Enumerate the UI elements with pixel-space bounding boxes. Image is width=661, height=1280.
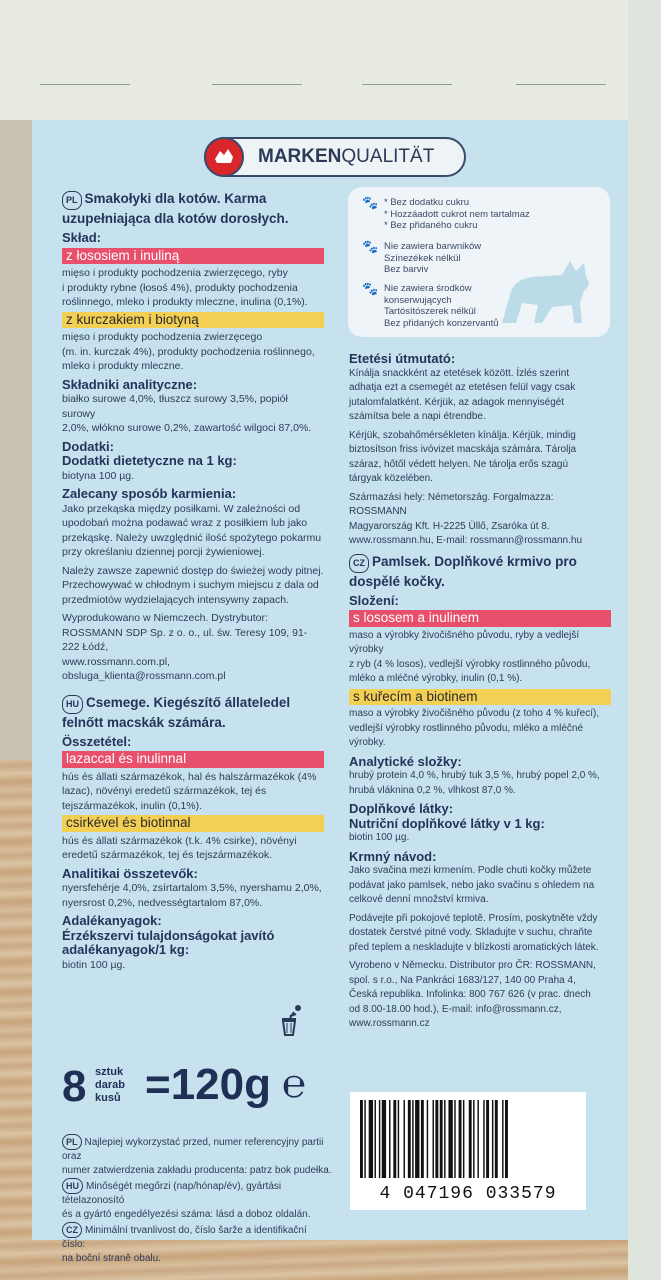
rossmann-logo-icon (204, 137, 244, 177)
pl-chicken-band: z kurczakiem i biotyną (62, 312, 324, 329)
text-line: hrubá vláknina 0,2 %, vlhkost 87,0 %. (349, 784, 516, 796)
cz-dopl-heading: Doplňkové látky: (349, 801, 454, 816)
text-line: hús és állati származékok, hal és halszármazékok (4% (62, 770, 317, 783)
pl-title: PL Smakołyki dla kotów. Karma (62, 190, 324, 210)
text-line: od 8.00-18.00 hod.), E-mail: info@rossmann.cz, (349, 1003, 562, 1015)
lang-tag-pl: PL (62, 191, 82, 210)
text-line: Česká republika. Infolinka: 800 767 626 (v prac. dnech (349, 989, 591, 1000)
marken-qualitat-logo (204, 137, 466, 177)
text-line: Najlepiej wykorzystać przed, numer referencyjny partii oraz (62, 1137, 324, 1162)
text-line: spol. s r.o., Na Pankráci 1683/127, 140 00 Praha 4, (349, 974, 576, 986)
text-line: * Hozzáadott cukrot nem tartalmaz (384, 208, 530, 220)
hu-osszetetel-heading: Összetétel: (62, 733, 132, 749)
text-line: * Bez dodatku cukru (384, 197, 470, 208)
hu-chicken-band: csirkével és biotinnal (62, 815, 324, 832)
right-column (349, 352, 611, 1032)
text-line: Származási hely: Németország. Forgalmazza: ROSSMANN (349, 491, 554, 517)
trash-bin-icon (276, 1002, 312, 1043)
barcode-bars (360, 1100, 576, 1178)
text-line: Kérjük, szobahőmérsékleten kínálja. Kérjük, mindig (349, 429, 576, 441)
text-line: ROSSMANN SDP Sp. z o. o., ul. św. Teresy 109, 91-222 Łódź, (62, 626, 308, 653)
pl-sklad-heading: Skład: (62, 230, 102, 245)
barcode-digits: 4 047196 033579 (379, 1184, 557, 1204)
lang-tag-cz: CZ (349, 554, 369, 573)
text-line: Magyarország Kft. H-2225 Üllő, Zsaróka út 8. (349, 520, 550, 532)
text-line: lazac), növényi eredetű származékok, tej és (62, 785, 267, 797)
text-line: maso a výrobky živočišného původu (z toho 4 % kuřecí), (349, 708, 600, 719)
no-preservatives-group (384, 283, 499, 329)
text-line: białko surowe 4,0%, tłuszcz surowy 3,5%, popiół surowy (62, 393, 288, 420)
lang-tag-pl: PL (62, 1134, 82, 1150)
cz-feeding-heading: Krmný návod: (349, 848, 437, 864)
text-line: Jako svačina mezi krmením. Podle chuti kočky můžete (349, 865, 592, 876)
text-line: és a gyártó engedélyezési száma: lásd a doboz oldalán. (62, 1209, 311, 1220)
package-top-flap (0, 0, 661, 120)
lang-tag-hu: HU (62, 1178, 83, 1194)
cz-title-line2: dospělé kočky. (349, 573, 445, 589)
text-line: Minimální trvanlivost do, číslo šarže a identifikační číslo: (62, 1225, 307, 1250)
perforation-line (362, 84, 452, 85)
text-line: podávat jako pamlsek, nebo jako svačinu s ohledem na (349, 879, 595, 891)
cz-chicken-band: s kuřecím a biotinem (349, 689, 611, 706)
left-column (62, 190, 324, 972)
text-line: Nie zawiera środków (384, 283, 472, 294)
paw-icon: 🐾 (362, 195, 379, 210)
text-line: biotyna 100 µg. (62, 469, 135, 482)
hu-title-line2: felnőtt macskák számára. (62, 714, 226, 730)
text-line: Kínálja snackként az etetések között. Ízlés szerint (349, 367, 570, 379)
text-line: Podávejte při pokojové teplotě. Prosím, poskytněte vždy (349, 912, 598, 924)
net-weight: =120g (145, 1060, 271, 1109)
text-line: vedlejší výrobky rostlinného původu, mléko a mléčné výrobky. (349, 722, 584, 748)
text-line: tárgyak közelében. (349, 473, 433, 484)
perforation-line (516, 84, 606, 85)
text-line: mleko i produkty mleczne. (62, 360, 184, 372)
text-line: Bez barviv (384, 264, 429, 275)
text-line: przekąskę. Należy uwzględnić ilość spożytego pokarmu (62, 531, 322, 544)
text-line: jutalomfalatként. Kérjük, az adagok mennyiségét (349, 396, 565, 408)
estimated-sign: ℮ (282, 1062, 307, 1106)
text-line: na boční straně obalu. (62, 1253, 161, 1264)
cz-analit-heading: Analytické složky: (349, 753, 462, 769)
text-line: * Bez přidaného cukru (384, 220, 478, 231)
text-line: roślinnego, mleko i produkty mleczne, inulina (0,1%). (62, 296, 308, 308)
text-line: 2,0%, włókno surowe 0,2%, zawartość wilgoci 87,0%. (62, 422, 312, 434)
text-line: numer zatwierdzenia zakładu producenta: patrz bok pudełka. (62, 1165, 332, 1176)
text-line: upodobań można podawać wraz z posiłkiem lub jako (62, 517, 308, 529)
no-additives-box (348, 187, 610, 337)
text-line: dostatek čerstvé pitné vody. Skladujte v suchu, chraňte (349, 927, 593, 938)
text-line: Jako przekąska między posiłkami. W zależności od (62, 502, 301, 515)
text-line: mięso i produkty pochodzenia zwierzęcego, ryby (62, 267, 288, 279)
ean-barcode (350, 1092, 586, 1210)
unit-line: kusů (95, 1092, 121, 1104)
text-line: maso a výrobky živočišného původu, ryby a vedlejší výrobky (349, 629, 580, 655)
text-line: hrubý protein 4,0 %, hrubý tuk 3,5 %, hrubý popel 2,0 %, (349, 770, 600, 781)
unit-line: darab (95, 1079, 125, 1091)
pl-dodatki-heading: Dodatki: (62, 438, 114, 454)
text-line: www.rossmann.cz (349, 1018, 430, 1029)
text-line: hús és állati származékok (t.k. 4% csirke), növényi (62, 834, 297, 847)
text-line: i produkty rybne (łosoś 4%), produkty pochodzenia (62, 281, 298, 294)
lang-tag-hu: HU (62, 695, 83, 714)
text-line: Tartósítószerek nélkül (384, 306, 476, 317)
text-line: Vyrobeno v Německu. Distributor pro ČR: ROSSMANN, (349, 960, 596, 971)
pl-title-line2: uzupełniająca dla kotów dorosłych. (62, 211, 289, 226)
text-line: www.rossmann.hu, E-mail: rossmann@rossmann.hu (349, 535, 583, 546)
hu-feeding-heading: Etetési útmutató: (349, 351, 456, 366)
cz-salmon-band: s lososem a inulinem (349, 610, 611, 627)
text-line: Przechowywać w chłodnym i suchym miejscu z dala od (62, 579, 319, 591)
logo-qualitat: QUALITÄT (341, 146, 435, 167)
text-line: biotin 100 µg. (349, 832, 410, 843)
text-line: nyersfehérje 4,0%, zsírtartalom 3,5%, nyershamu 2,0%, (62, 882, 322, 894)
logo-marken: MARKEN (258, 146, 342, 167)
cz-dopl-sub: Nutriční doplňkové látky v 1 kg: (349, 815, 545, 831)
text-line: száraz, hőtől védett helyen. Ne tárolja erős szagú (349, 458, 569, 470)
text-line: biztosítson friss ivóvizet macskája számára. Tárolja (349, 444, 577, 455)
no-sugar-group (384, 197, 530, 232)
hu-salmon-band: lazaccal és inulinnal (62, 751, 324, 768)
text-line: számítsa bele a napi étrendbe. (349, 411, 486, 422)
cz-title: CZ Pamlsek. Doplňkové krmivo pro (349, 553, 611, 573)
text-line: www.rossmann.com.pl, obsluga_klienta@rossmann.com.pl (62, 655, 226, 682)
cat-silhouette-icon (492, 255, 602, 330)
perforation-line (40, 84, 130, 85)
text-line: (m. in. kurczak 4%), produkty pochodzenia roślinnego, (62, 345, 315, 358)
package-side (628, 0, 661, 1280)
paw-icon: 🐾 (362, 239, 379, 254)
text-line: mięso i produkty pochodzenia zwierzęcego (62, 331, 263, 343)
lang-tag-cz: CZ (62, 1222, 82, 1238)
text-line: před teplem a neskladujte v blízkosti aromatických látek. (349, 941, 599, 953)
text-line: Wyprodukowano w Niemczech. Dystrybutor: (62, 612, 268, 624)
pl-analit-heading: Składniki analityczne: (62, 376, 198, 392)
text-line: konserwujących (384, 294, 452, 306)
text-line: Színezékek nélkül (384, 252, 461, 264)
pl-feeding-heading: Zalecany sposób karmienia: (62, 486, 237, 501)
hu-adal-sub2: adalékanyagok/1 kg: (62, 942, 190, 957)
text-line: nyersrost 0,2%, nedvességtartalom 87,0%. (62, 896, 263, 909)
text-line: przedmiotów wydzielających intensywny zapach. (62, 593, 290, 606)
text-line: mléko a mléčné výrobky, inulin (0,1 %). (349, 673, 523, 684)
text-line: z ryb (4 % losos), vedlejší výrobky rostlinného původu, (349, 658, 591, 670)
text-line: tejszármazékok, inulin (0,1%). (62, 799, 203, 812)
hu-adal-heading: Adalékanyagok: (62, 913, 162, 928)
text-line: Bez přidaných konzervantů (384, 317, 499, 329)
text-line: Należy zawsze zapewnić dostęp do świeżej wody pitnej. (62, 564, 324, 577)
text-line: adhatja ezt a csemegét az etetésen felül vagy csak (349, 382, 576, 393)
hu-adal-sub: Érzékszervi tulajdonságokat javító (62, 927, 275, 943)
pl-dodatki-sub: Dodatki dietetyczne na 1 kg: (62, 453, 237, 468)
text-line: Nie zawiera barwników (384, 241, 482, 252)
text-line: przy określaniu dziennej porcji żywieniowej. (62, 546, 265, 558)
text-line: biotin 100 µg. (62, 958, 126, 971)
hu-analit-heading: Analitikai összetevők: (62, 865, 198, 881)
count-number: 8 (62, 1062, 87, 1111)
cz-slozeni-heading: Složení: (349, 592, 399, 608)
perforation-line (212, 84, 302, 85)
footer-lot-info (62, 1134, 332, 1266)
text-line: Minőségét megőrzi (nap/hónap/év), gyártási tételazonosító (62, 1181, 282, 1206)
unit-line: sztuk (95, 1066, 124, 1078)
count-units (95, 1066, 125, 1105)
no-colorants-group (384, 241, 481, 276)
text-line: eredetű származékok, tej és tejszármazékok. (62, 849, 273, 861)
text-line: celkové denní množství krmiva. (349, 894, 489, 905)
paw-icon: 🐾 (362, 281, 379, 296)
hu-title: HU Csemege. Kiegészítő állateledel (62, 694, 324, 714)
pl-salmon-band: z łososiem i inuliną (62, 248, 324, 265)
